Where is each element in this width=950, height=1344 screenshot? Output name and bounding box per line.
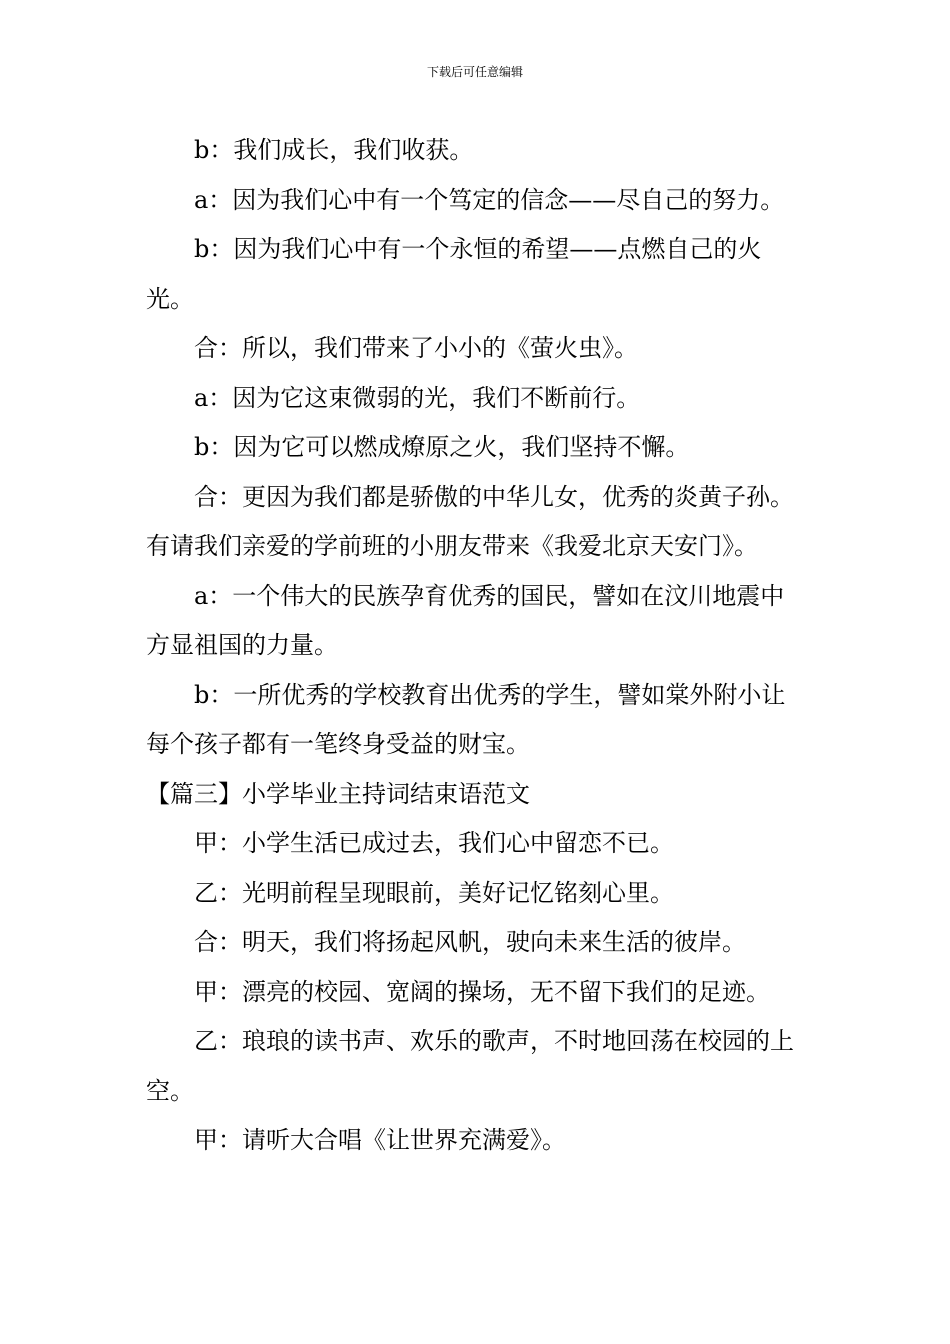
paragraph: 甲：漂亮的校园、宽阔的操场，无不留下我们的足迹。	[194, 977, 770, 1006]
section-heading: 【篇三】小学毕业主持词结束语范文	[146, 779, 530, 808]
paragraph: 甲：请听大合唱《让世界充满爱》。	[194, 1126, 566, 1154]
paragraph: 乙：光明前程呈现眼前，美好记忆铭刻心里。	[194, 878, 674, 907]
paragraph: 合：更因为我们都是骄傲的中华儿女，优秀的炎黄子孙。有请我们亲爱的学前班的小朋友带来《我爱北京天安门》。	[146, 482, 794, 560]
paragraph: b：一所优秀的学校教育出优秀的学生，譬如棠外附小让每个孩子都有一笔终身受益的财宝。	[146, 680, 786, 758]
paragraph: b：因为我们心中有一个永恒的希望——点燃自己的火光。	[146, 235, 762, 313]
paragraph: 甲：小学生活已成过去，我们心中留恋不已。	[194, 829, 674, 857]
paragraph: 合：明天，我们将扬起风帆，驶向未来生活的彼岸。	[194, 928, 746, 956]
paragraph: a：因为我们心中有一个笃定的信念——尽自己的努力。	[194, 185, 785, 214]
paragraph: b：因为它可以燃成燎原之火，我们坚持不懈。	[194, 433, 690, 461]
paragraph: 乙：琅琅的读书声、欢乐的歌声，不时地回荡在校园的上空。	[146, 1027, 794, 1105]
paragraph: a：因为它这束微弱的光，我们不断前行。	[194, 383, 641, 412]
page-header-note: 下载后可任意编辑	[426, 65, 523, 79]
paragraph: a：一个伟大的民族孕育优秀的国民，譬如在汶川地震中方显祖国的力量。	[146, 581, 785, 659]
paragraph: b：我们成长，我们收获。	[194, 136, 474, 164]
document-body	[146, 126, 808, 1166]
paragraph: 合：所以，我们带来了小小的《萤火虫》。	[194, 334, 638, 362]
